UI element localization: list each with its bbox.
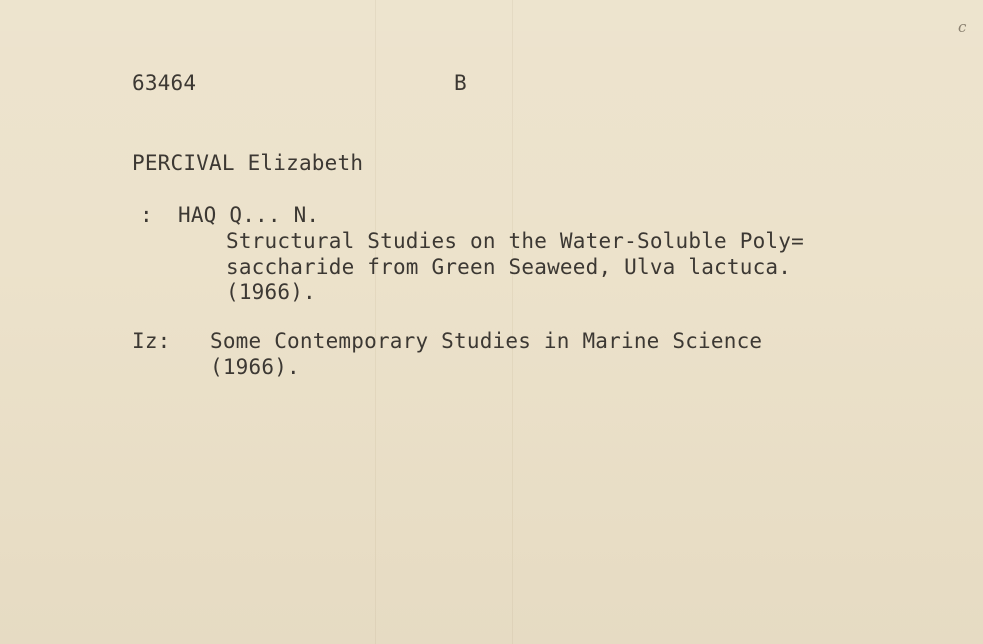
card-fold-line <box>375 0 376 644</box>
source-title: Some Contemporary Studies in Marine Science <box>210 329 763 353</box>
title-line: Structural Studies on the Water-Soluble Poly= <box>226 229 804 253</box>
source-year: (1966). <box>210 355 300 379</box>
coauthor-name: HAQ Q... N. <box>178 203 320 227</box>
class-letter: B <box>454 71 467 95</box>
author-name: PERCIVAL Elizabeth <box>132 151 364 175</box>
card-number: 63464 <box>132 71 197 95</box>
source-label: Iz: <box>132 329 171 353</box>
corner-mark: c <box>958 18 967 36</box>
title-line: saccharide from Green Seaweed, Ulva lactuca. <box>226 255 792 279</box>
title-line: (1966). <box>226 280 316 304</box>
card-fold-line <box>512 0 513 644</box>
coauthor-prefix: : <box>140 203 153 227</box>
